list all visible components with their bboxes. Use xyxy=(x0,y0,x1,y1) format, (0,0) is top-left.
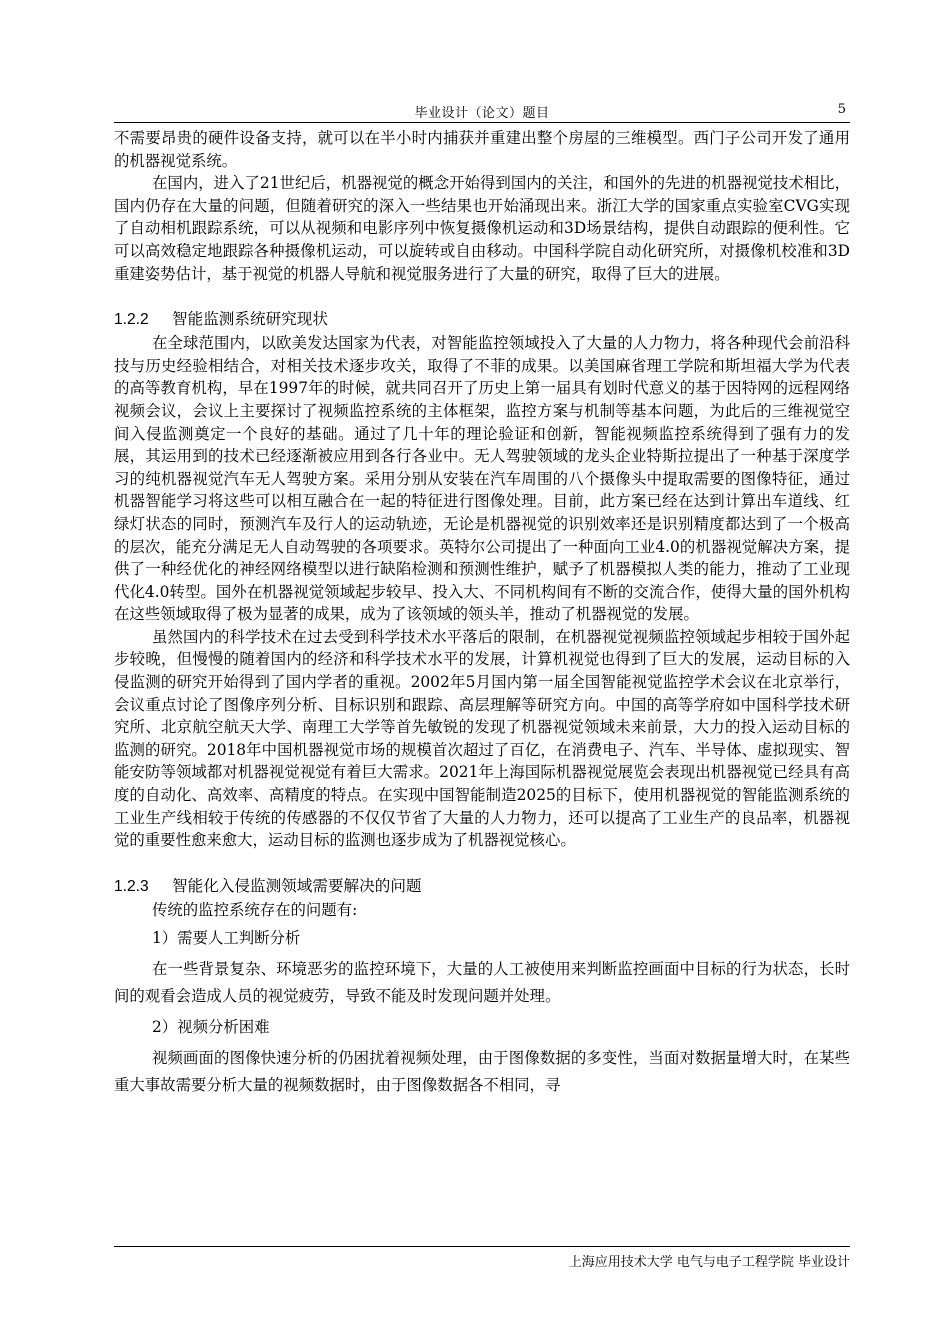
section-heading-1-2-2 xyxy=(114,308,850,332)
paragraph: 虽然国内的科学技术在过去受到科学技术水平落后的限制，在机器视觉视频监控领域起步相较于国外起步较晚，但慢慢的随着国内的经济和科学技术水平的发展，计算机视觉也得到了巨大的发展，运动目标的入侵监测的研究开始得到了国内学者的重视。2002年5月国内第一届全国智能视觉监控学术会议在北京举行，会议重点讨论了图像序列分析、目标识别和跟踪、高层理解等研究方向。中国的高等学府如中国科学技术研究所、北京航空航天大学、南理工大学等首先敏锐的发现了机器视觉领域未来前景，大力的投入运动目标的监测的研究。2018年中国机器视觉市场的规模首次超过了百亿，在消费电子、汽车、半导体、虚拟现实、智能安防等领域都对机器视觉视觉有着巨大需求。2021年上海国际机器视觉展览会表现出机器视觉已经具有高度的自动化、高效率、高精度的特点。在实现中国智能制造2025的目标下，使用机器视觉的智能监测系统的工业生产线相较于传统的传感器的不仅仅节省了大量的人力物力，还可以提高了工业生产的良品率，机器视觉的重要性愈来愈大，运动目标的监测也逐步成为了机器视觉核心。 xyxy=(114,627,850,850)
list-item-title: 2）视频分析困难 xyxy=(152,1018,270,1036)
footer-text: 上海应用技术大学 电气与电子工程学院 毕业设计 xyxy=(568,1255,850,1270)
paragraph: 在国内，进入了21世纪后，机器视觉的概念开始得到国内的关注，和国外的先进的机器视觉技术相比，国内仍存在大量的问题，但随着研究的深入一些结果也开始涌现出来。浙江大学的国家重点实验室CVG实现了自动相机跟踪系统，可以从视频和电影序列中恢复摄像机运动和3D场景结构，提供自动跟踪的便利性。它可以高效稳定地跟踪各种摄像机运动，可以旋转或自由移动。中国科学院自动化研究所，对摄像机校准和3D重建姿势估计，基于视觉的机器人导航和视觉服务进行了大量的研究，取得了巨大的进展。 xyxy=(114,174,850,283)
section-number: 1.2.2 xyxy=(114,311,149,329)
paragraph: 在一些背景复杂、环境恶劣的监控环境下，大量的人工被使用来判断监控画面中目标的行为状态，长时间的观看会造成人员的视觉疲劳，导致不能及时发现问题并处理。 xyxy=(114,960,850,1005)
paragraph: 不需要昂贵的硬件设备支持，就可以在半小时内捕获并重建出整个房屋的三维模型。西门子公司开发了通用的机器视觉系统。 xyxy=(114,129,850,170)
document-body xyxy=(114,127,850,1099)
section-title: 智能化入侵监测领域需要解决的问题 xyxy=(172,877,422,895)
paragraph: 在全球范围内，以欧美发达国家为代表，对智能监控领域投入了大量的人力物力，将各种现代会前沿科技与历史经验相结合，对相关技术逐步攻关，取得了不菲的成果。以美国麻省理工学院和斯坦福大学为代表的高等教育机构，早在1997年的时候，就共同召开了历史上第一届具有划时代意义的基于因特网的远程网络视频会议，会议上主要探讨了视频监控系统的主体框架，监控方案与机制等基本问题，为此后的三维视觉空间入侵监测奠定一个良好的基础。通过了几十年的理论验证和创新，智能视频监控系统得到了强有力的发展，其运用到的技术已经逐渐被应用到各行各业中。无人驾驶领域的龙头企业特斯拉提出了一种基于深度学习的纯机器视觉汽车无人驾驶方案。采用分别从安装在汽车周围的八个摄像头中提取需要的图像特征，通过机器智能学习将这些可以相互融合在一起的特征进行图像处理。目前，此方案已经在达到计算出车道线、红绿灯状态的同时，预测汽车及行人的运动轨迹，无论是机器视觉的识别效率还是识别精度都达到了一个极高的层次，能充分满足无人自动驾驶的各项要求。英特尔公司提出了一种面向工业4.0的机器视觉解决方案，提供了一种经优化的神经网络模型以进行缺陷检测和预测性维护，赋予了机器模拟人类的能力，推动了工业现代化4.0转型。国外在机器视觉领域起步较早、投入大、不同机构间有不断的交流合作，使得大量的国外机构在这些领域取得了极为显著的成果，成为了该领域的领头羊，推动了机器视觉的发展。 xyxy=(114,334,850,624)
paragraph: 传统的监控系统存在的问题有: xyxy=(152,900,358,919)
section-heading-1-2-3 xyxy=(114,875,850,899)
section-number: 1.2.3 xyxy=(114,877,149,895)
document-page xyxy=(114,0,850,1344)
section-title: 智能监测系统研究现状 xyxy=(172,311,328,329)
header-title: 毕业设计（论文）题目 xyxy=(414,106,550,121)
page-footer xyxy=(114,1246,850,1270)
list-item-title: 1）需要人工判断分析 xyxy=(152,929,301,948)
page-number: 5 xyxy=(837,102,846,117)
page-header xyxy=(114,100,850,123)
paragraph: 视频画面的图像快速分析的仍困扰着视频处理，由于图像数据的多变性，当面对数据量增大时，在某些重大事故需要分析大量的视频数据时，由于图像数据各不相同，寻 xyxy=(114,1048,850,1094)
